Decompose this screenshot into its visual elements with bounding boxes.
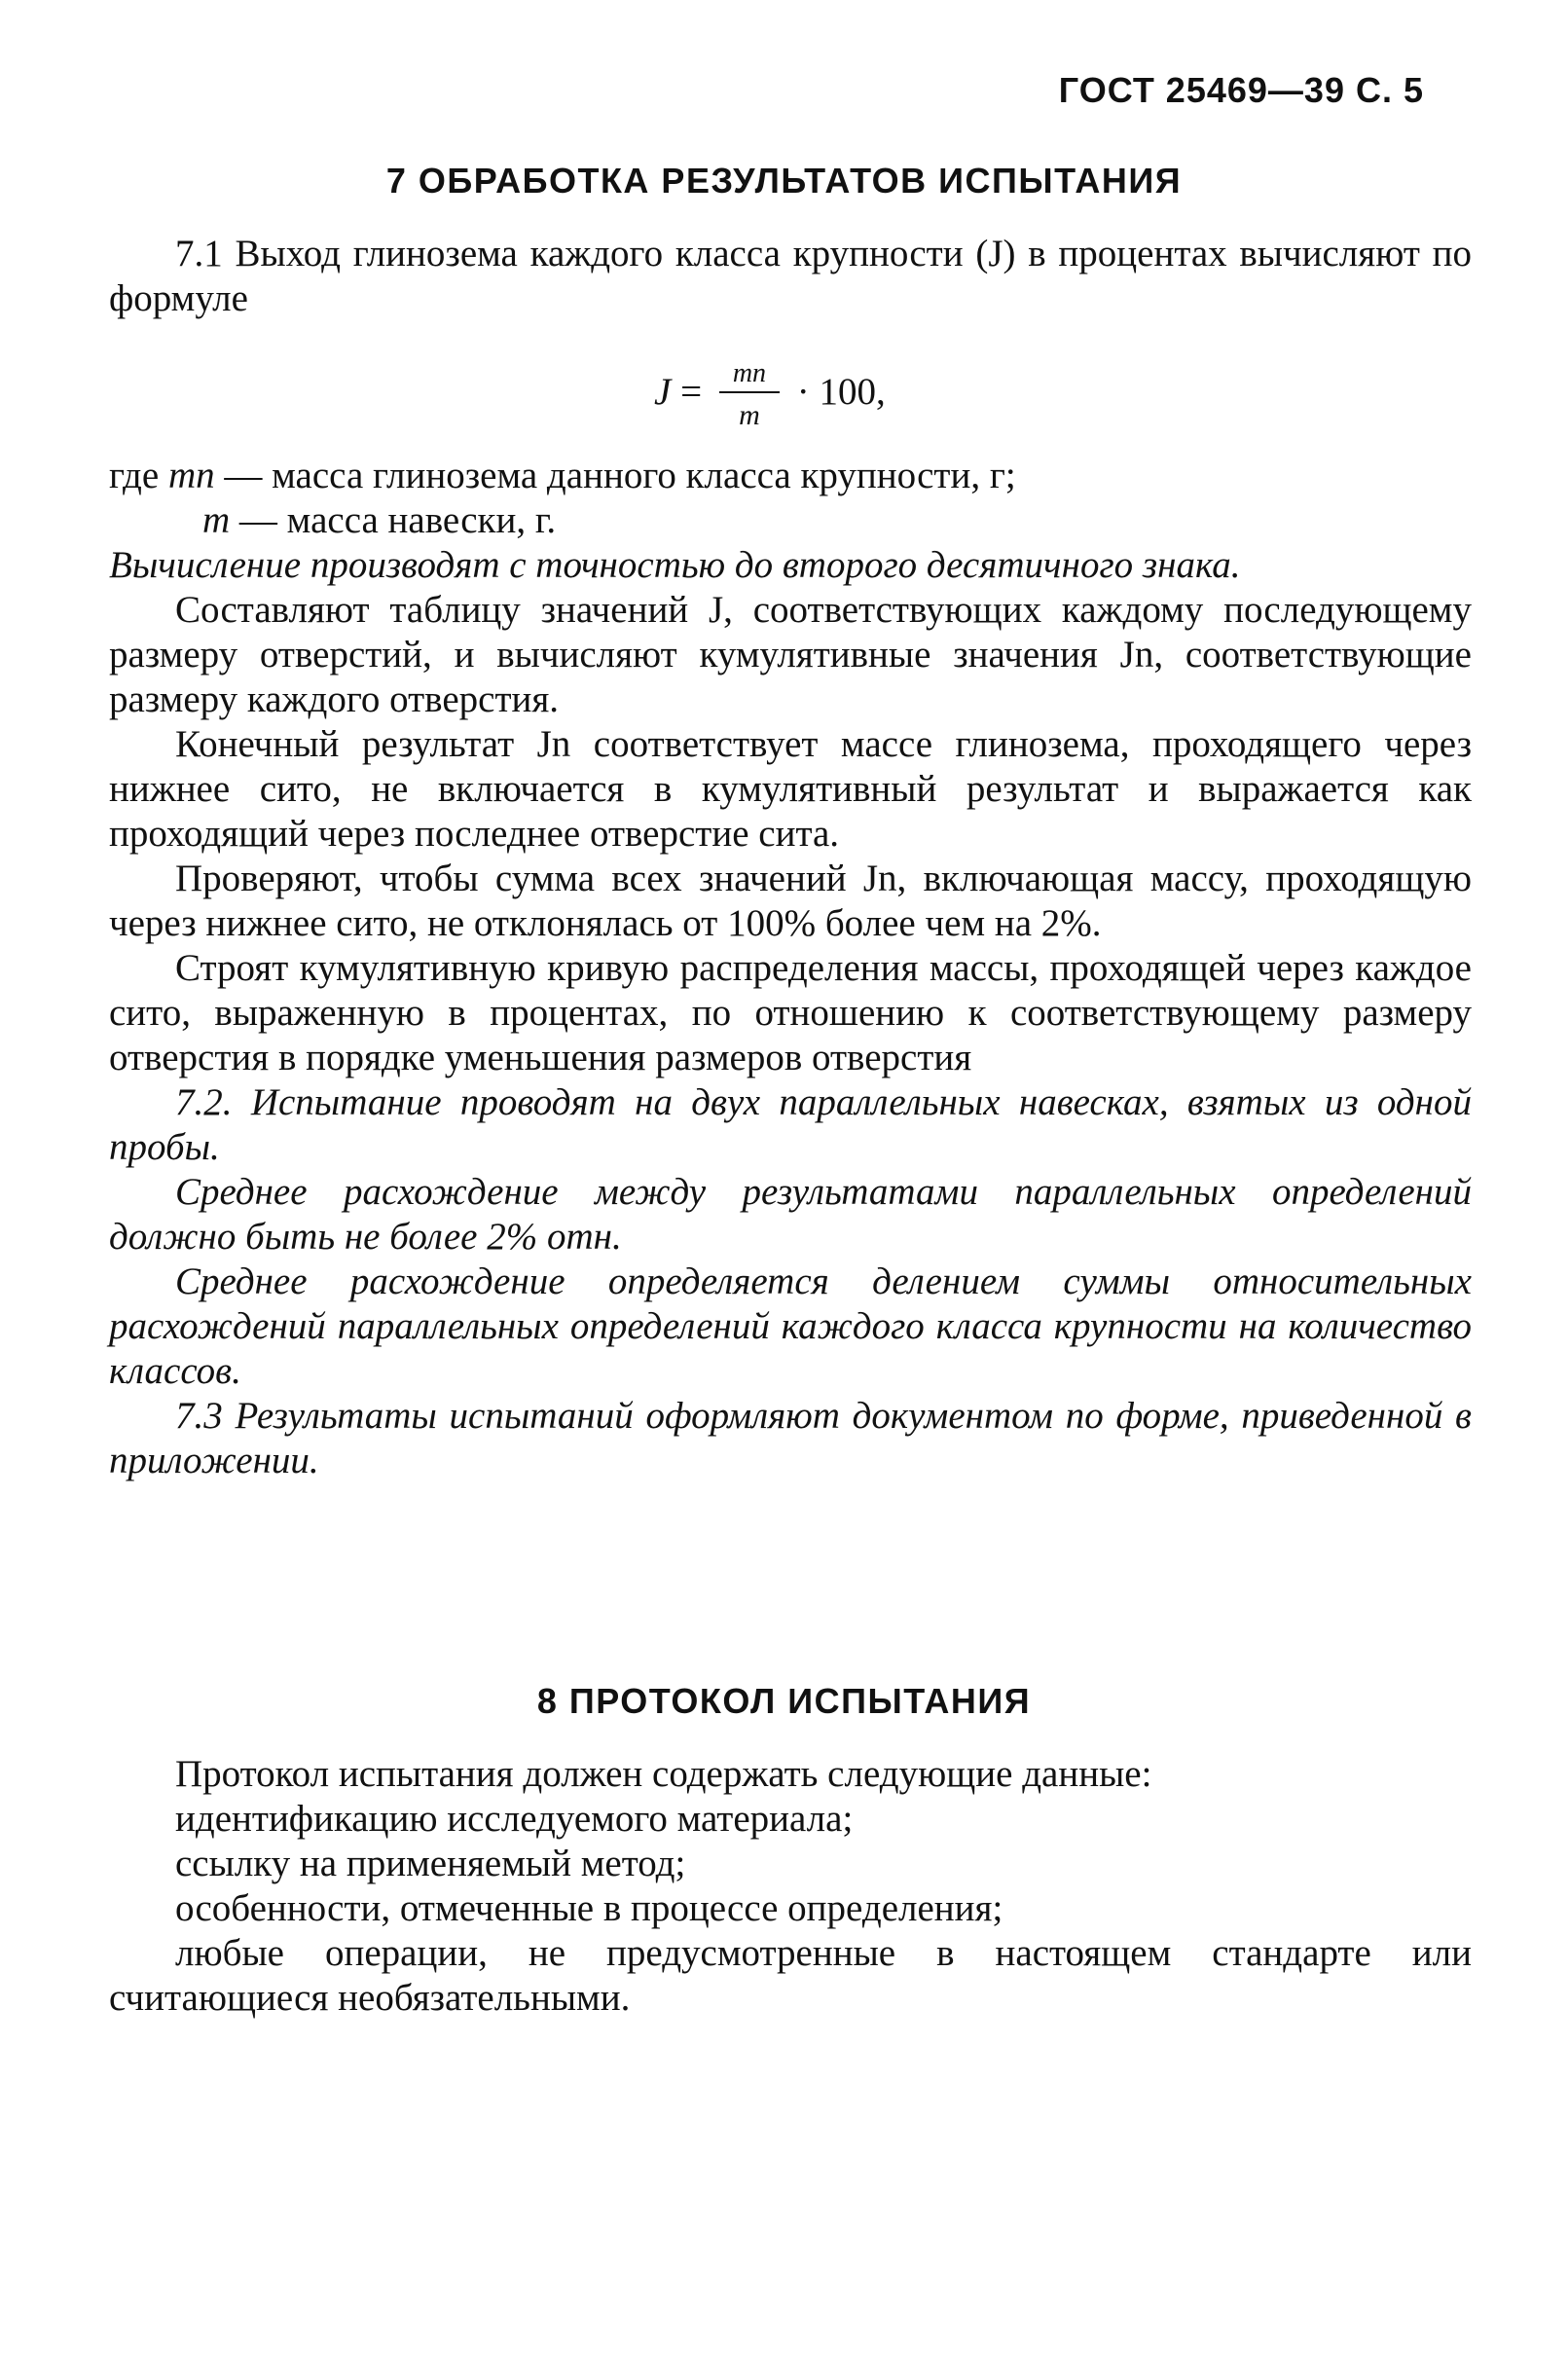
- paragraph-7-1-text: 7.1 Выход глинозема каждого класса крупности (J) в процентах вычисляют по формуле: [109, 233, 1472, 319]
- protocol-item-4: любые операции, не предусмотренные в настоящем стандарте или считающиеся необязательными.: [109, 1932, 1472, 2019]
- protocol-item-1: идентификацию исследуемого материала;: [175, 1798, 854, 1840]
- paragraph-7-1: [109, 232, 1472, 321]
- section-7-body: [109, 543, 1472, 1483]
- where-line-2: [109, 498, 1472, 543]
- yield-formula: [654, 358, 886, 436]
- where-text-1: — масса глинозема данного класса крупности, г;: [224, 455, 1016, 496]
- protocol-item-2: ссылку на применяемый метод;: [175, 1843, 686, 1884]
- paragraph-check-sum: Проверяют, чтобы сумма всех значений Jn, включающая массу, проходящую через нижнее сито, не отклонялась от 100% более чем на 2%.: [109, 858, 1472, 944]
- paragraph-precision: Вычисление производят с точностью до второго десятичного знака.: [109, 544, 1241, 586]
- paragraph-cumulative-curve: Строят кумулятивную кривую распределения массы, проходящей через каждое сито, выраженную в процентах, по отношению к соответствующему размеру отверстия в порядке уменьшения размеров отверстия: [109, 947, 1472, 1078]
- formula-tail: · 100,: [796, 370, 886, 413]
- paragraph-7-2-divergence: Среднее расхождение между результатами параллельных определений должно быть не более 2% отн.: [109, 1171, 1472, 1258]
- section-8-title: 8 ПРОТОКОЛ ИСПЫТАНИЯ: [536, 1681, 1032, 1721]
- where-line-1: [109, 454, 1472, 498]
- formula-fraction: [719, 358, 780, 432]
- paragraph-7-3: 7.3 Результаты испытаний оформляют документом по форме, приведенной в приложении.: [109, 1395, 1472, 1481]
- where-var-2: m: [202, 499, 231, 541]
- where-text-2: — масса навески, г.: [238, 499, 557, 541]
- formula-equals: =: [680, 370, 703, 413]
- where-prefix: где: [109, 455, 160, 496]
- paragraph-final-result: Конечный результат Jn соответствует массе глинозема, проходящего через нижнее сито, не включается в кумулятивный результат и выражается как проходящий через последнее отверстие сита.: [109, 723, 1472, 855]
- paragraph-7-2-method: Среднее расхождение определяется делением суммы относительных расхождений параллельных определений каждого класса крупности на количество классов.: [109, 1260, 1472, 1392]
- where-clause: [109, 454, 1472, 543]
- protocol-intro: Протокол испытания должен содержать следующие данные:: [175, 1753, 1152, 1795]
- formula-lhs: J: [654, 370, 672, 413]
- formula-denominator: m: [739, 399, 760, 431]
- formula-numerator: mn: [719, 358, 780, 393]
- paragraph-table: Составляют таблицу значений J, соответствующих каждому последующему размеру отверстий, и вычисляют кумулятивные значения Jn, соответствующие размеру каждого отверстия.: [109, 589, 1472, 720]
- protocol-item-3: особенности, отмеченные в процессе определения;: [175, 1887, 1003, 1929]
- where-var-1: mn: [167, 455, 215, 496]
- section-7-title: 7 ОБРАБОТКА РЕЗУЛЬТАТОВ ИСПЫТАНИЯ: [385, 161, 1183, 201]
- paragraph-7-2: 7.2. Испытание проводят на двух параллельных навесках, взятых из одной пробы.: [109, 1081, 1472, 1168]
- page-header: ГОСТ 25469—39 С. 5: [1058, 70, 1424, 110]
- section-8-body: [109, 1752, 1472, 2021]
